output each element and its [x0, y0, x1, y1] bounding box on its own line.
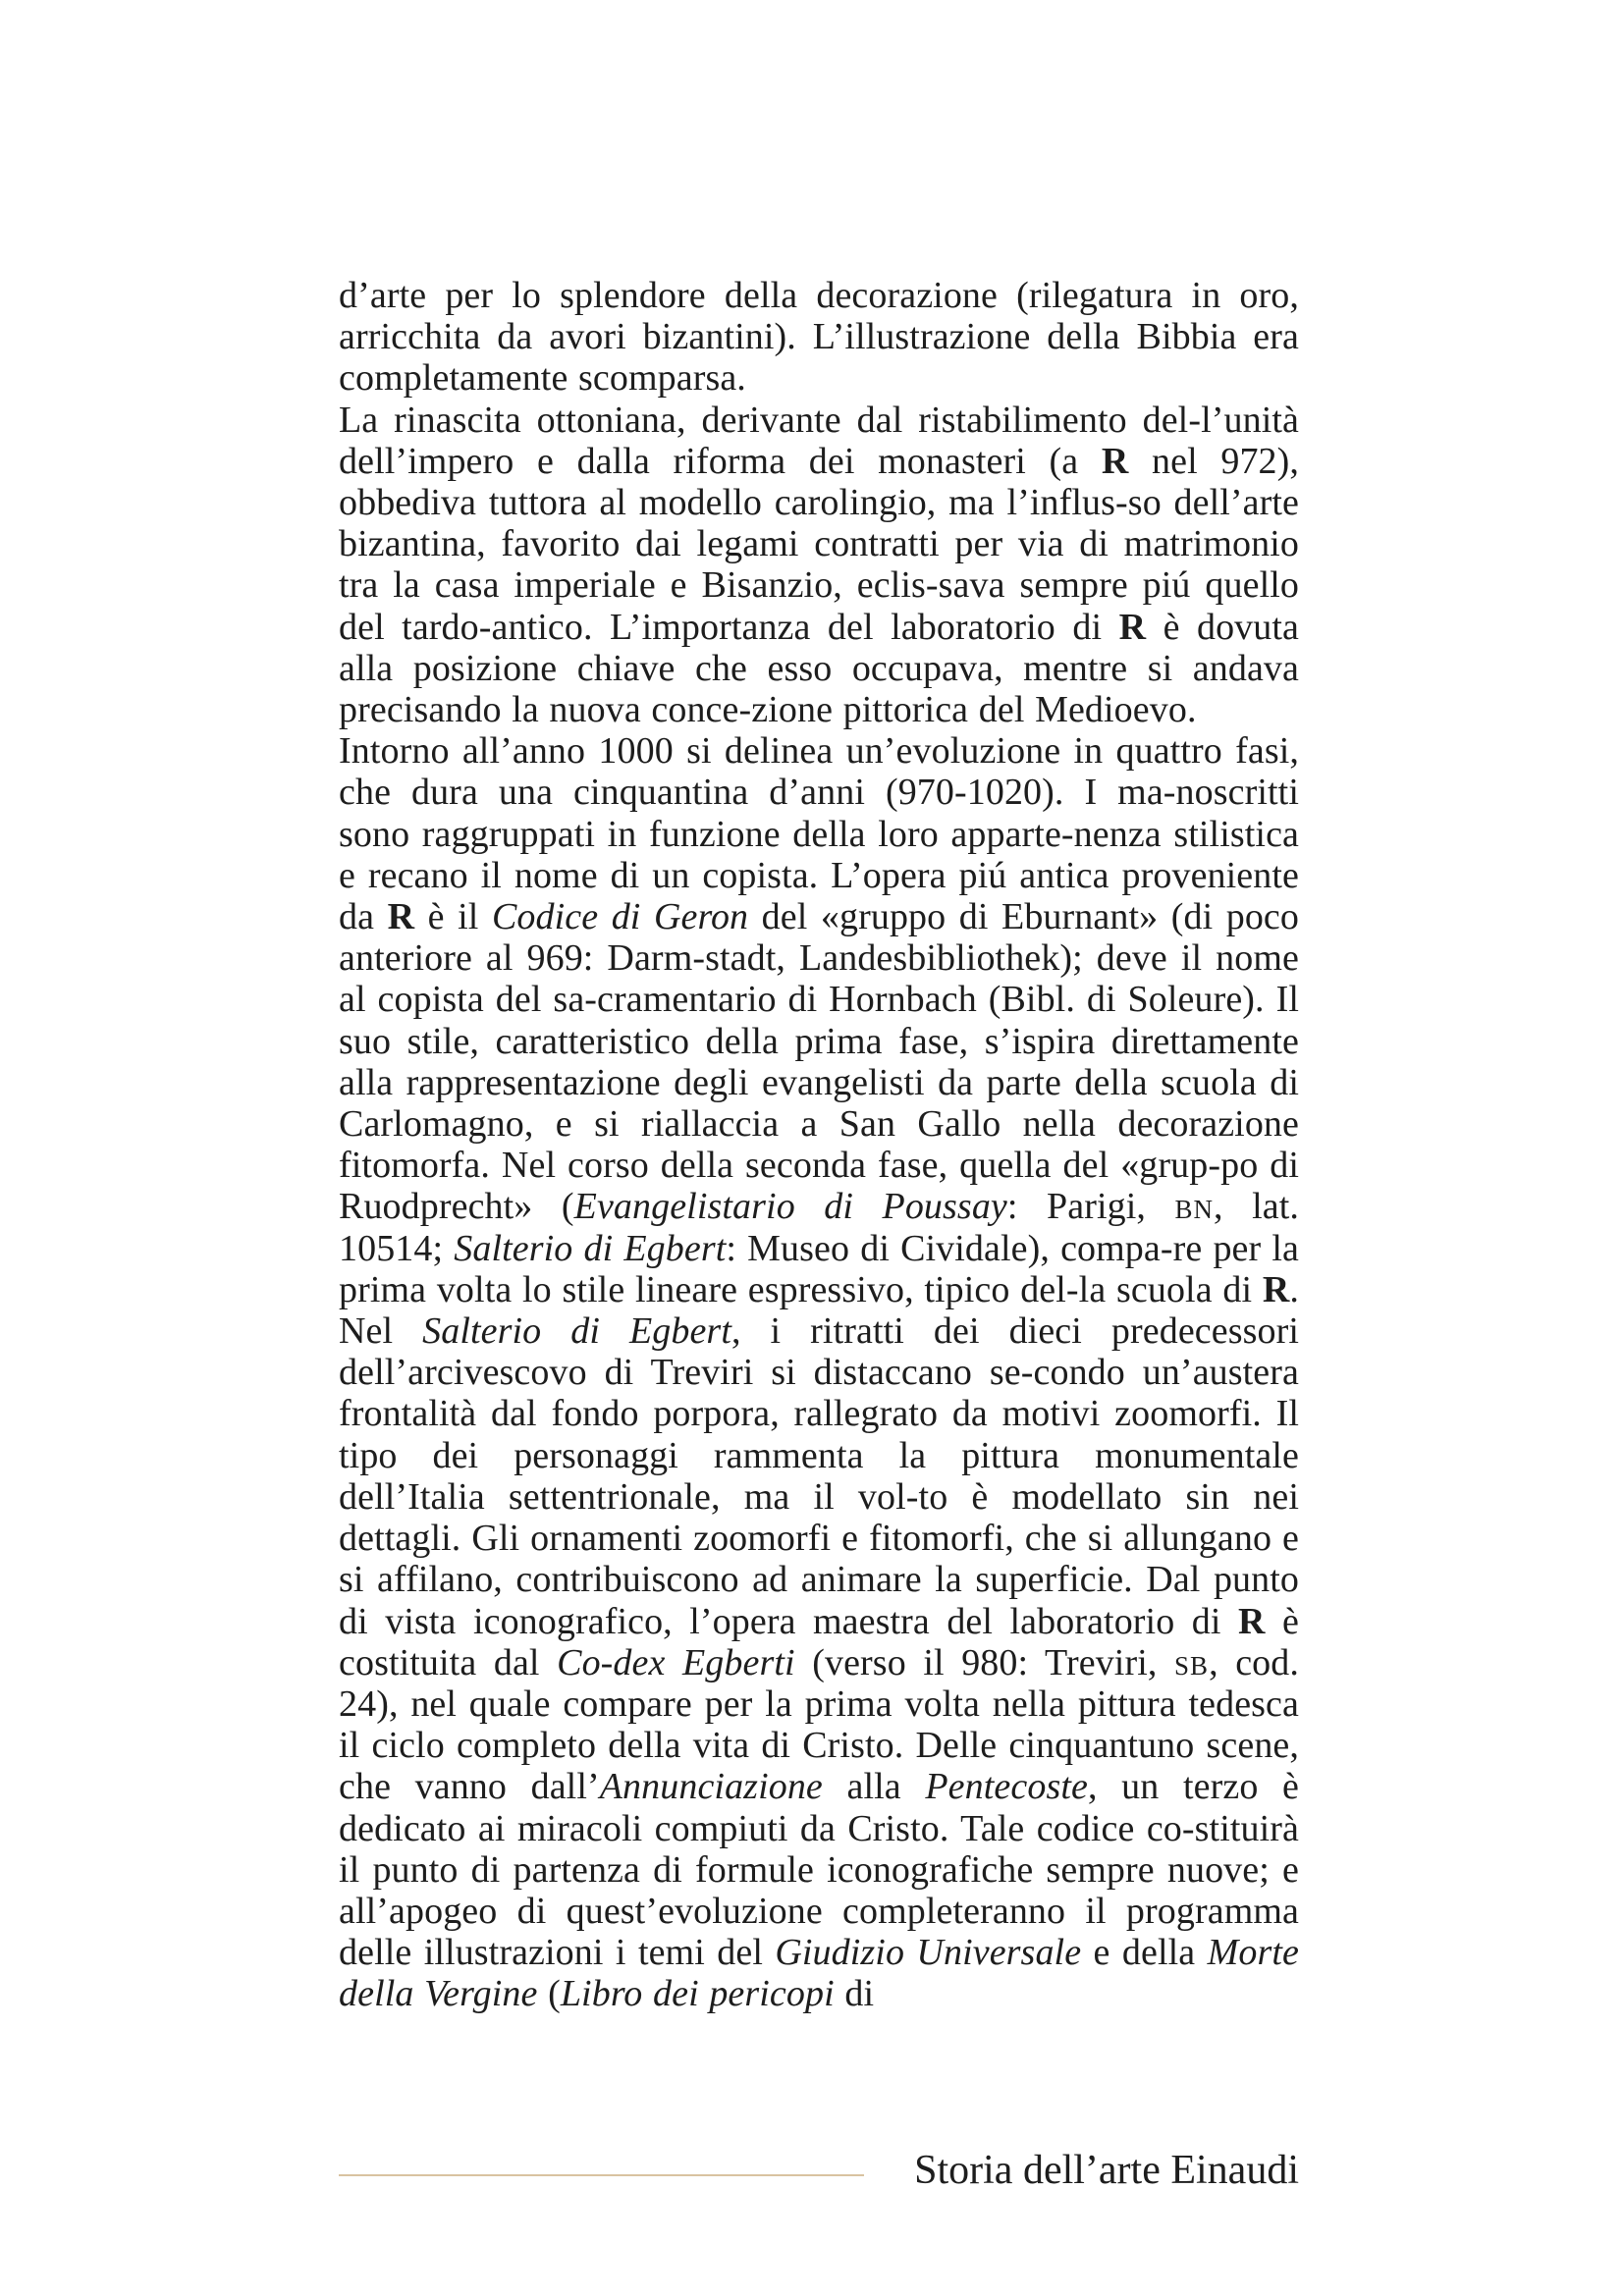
italic-title: Evangelistario di Poussay [573, 1186, 1007, 1228]
body-paragraph [339, 275, 1299, 400]
text-run: di [844, 1973, 875, 2015]
text-run: Intorno all’anno 1000 si delinea un’evoluzione in quattro fasi, che dura una cinquantina d’anni (970-1020). I ma-noscritti sono raggruppati in funzione della loro apparte-nenza stilistica e recano il nome di un copista. L’opera piú antica proveniente da [339, 730, 1299, 938]
text-run: alla [846, 1766, 901, 1808]
italic-title: Giudizio Universale [775, 1932, 1082, 1974]
text-run: : Parigi, [1006, 1186, 1147, 1228]
text-run: (verso il 980: Treviri, [812, 1641, 1158, 1683]
italic-title: Salterio di Egbert [422, 1310, 731, 1353]
body-paragraph [339, 730, 1299, 2014]
body-text [339, 275, 1299, 2015]
text-run: , cod. 24), nel quale compare per la prima volta nella pittura tedesca il ciclo completo della vita di Cristo. Delle cinquantuno scene, che vanno dall’ [339, 1641, 1299, 1808]
italic-title: Libro dei pericopi [560, 1973, 835, 2015]
text-run: nel 972), obbediva tuttora al modello carolingio, ma l’influs-so dell’arte bizantina, favorito dai legami contratti per via di matrimonio tra la casa imperiale e Bisanzio, eclis-sava sempre piú quello del tardo-antico. L’importanza del laboratorio di [339, 440, 1300, 648]
italic-title: Salterio di Egbert [454, 1227, 727, 1269]
text-run: , un terzo è dedicato ai miracoli compiuti da Cristo. Tale codice co-stituirà il punto di partenza di formule iconografiche sempre nuove; e all’apogeo di quest’evoluzione completeranno il programma delle illustrazioni i temi del [339, 1766, 1299, 1974]
footer-title: Storia dell’arte Einaudi [914, 2148, 1299, 2193]
body-paragraph [339, 400, 1299, 731]
text-run: ( [548, 1973, 561, 2015]
smallcaps-abbreviation: bn [1174, 1186, 1215, 1228]
text-run: La rinascita ottoniana, derivante dal ristabilimento del-l’unità dell’impero e dalla riforma dei monasteri (a [339, 399, 1299, 482]
text-run: d’arte per lo splendore della decorazione (rilegatura in oro, arricchita da avori bizantini). L’illustrazione della Bibbia era completamente scomparsa. [339, 275, 1299, 400]
italic-title: Co-dex Egberti [557, 1641, 795, 1683]
bold-letter: R [1101, 440, 1129, 482]
text-run: , lat. 10514; [339, 1186, 1300, 1269]
bold-letter: R [1262, 1268, 1290, 1310]
italic-title: Codice di Geron [491, 896, 749, 938]
text-run: del «gruppo di Eburnant» (di poco anteriore al 969: Darm-stadt, Landesbibliothek); deve il nome al copista del sa-cramentario di Hornbach (Bibl. di Soleure). Il suo stile, caratteristico della prima fase, s’ispira direttamente alla rappresentazione degli evangelisti da parte della scuola di Carlomagno, e si riallaccia a San Gallo nella decorazione fitomorfa. Nel corso della seconda fase, quella del «grup-po di Ruodprecht» ( [339, 896, 1299, 1228]
footer-rule [339, 2174, 864, 2176]
bold-letter: R [1118, 606, 1147, 648]
text-run: è costituita dal [339, 1600, 1299, 1683]
bold-letter: R [1238, 1600, 1266, 1642]
text-run: , i ritratti dei dieci predecessori dell’arcivescovo di Treviri si distaccano se-condo un’austera frontalità dal fondo porpora, rallegrato da motivi zoomorfi. Il tipo dei personaggi rammenta la pittura monumentale dell’Italia settentrionale, ma il vol-to è modellato sin nei dettagli. Gli ornamenti zoomorfi e fitomorfi, che si allungano e si affilano, contribuiscono ad animare la superficie. Dal punto di vista iconografico, l’opera maestra del laboratorio di [339, 1310, 1299, 1642]
text-run: . Nel [339, 1268, 1299, 1353]
smallcaps-abbreviation: sb [1174, 1641, 1210, 1683]
italic-title: Pentecoste [925, 1766, 1088, 1808]
text-run: è dovuta alla posizione chiave che esso occupava, mentre si andava precisando la nuova conce-zione pittorica del Medioevo. [339, 606, 1300, 731]
text-run: è il [427, 896, 479, 938]
text-run: : Museo di Cividale), compa-re per la prima volta lo stile lineare espressivo, tipico del-la scuola di [339, 1227, 1299, 1310]
bold-letter: R [387, 896, 415, 938]
italic-title: Annunciazione [599, 1766, 823, 1808]
italic-title: Morte della Vergine [339, 1932, 1299, 2015]
text-run: e della [1093, 1932, 1196, 1974]
